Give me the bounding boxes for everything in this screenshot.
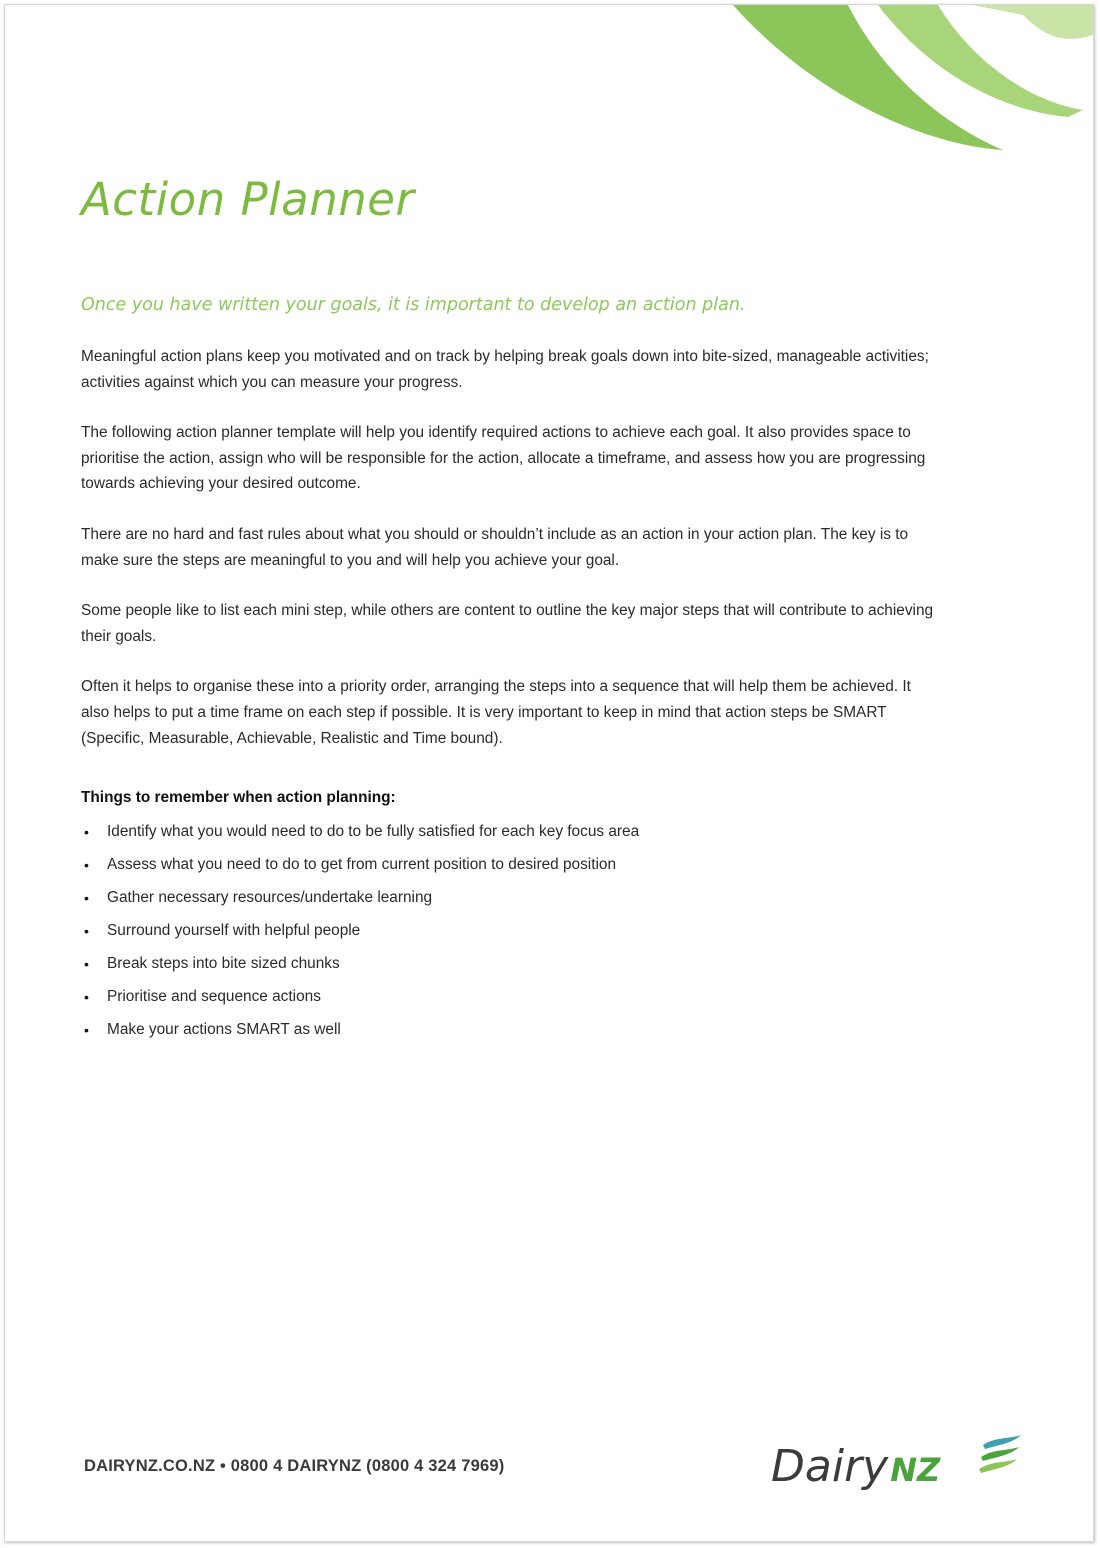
paragraph: Some people like to list each mini step, while others are content to outline the key major steps that will contribute to achieving their goals. <box>81 602 934 645</box>
list-item-text: Assess what you need to do to get from current position to desired position <box>107 856 617 873</box>
list-item <box>81 984 639 1017</box>
list-item-text: Identify what you would need to do to be fully satisfied for each key focus area <box>107 823 640 840</box>
list-item <box>81 1017 639 1050</box>
bullet-icon: • <box>84 1022 89 1038</box>
bullet-icon: • <box>84 956 89 972</box>
logo-swoosh-icon <box>977 1435 1023 1477</box>
list-item <box>81 885 639 918</box>
swoosh-light-band <box>973 5 1093 39</box>
dairynz-logo <box>771 1431 1031 1511</box>
paragraph: Meaningful action plans keep you motivated and on track by helping break goals down into bite-sized, manageable activities; activities against which you can measure your progress. <box>81 348 929 391</box>
paragraph: There are no hard and fast rules about what you should or shouldn’t include as an action in your action plan. The key is to make sure the steps are meaningful to you and will help you achieve your goal. <box>81 525 909 569</box>
list-item-text: Break steps into bite sized chunks <box>107 955 340 972</box>
list-item-text: Gather necessary resources/undertake learning <box>107 889 433 906</box>
tips-list <box>81 819 639 1050</box>
list-item <box>81 819 639 852</box>
list-item <box>81 918 639 951</box>
page-title: Action Planner <box>81 173 415 226</box>
document-page <box>4 4 1094 1542</box>
footer-contact: DAIRYNZ.CO.NZ • 0800 4 DAIRYNZ (0800 4 324 7969) <box>84 1457 505 1475</box>
bullet-icon: • <box>84 923 89 939</box>
bullet-icon: • <box>84 857 89 873</box>
tips-heading: Things to remember when action planning: <box>81 789 396 806</box>
logo-text-dairy: Dairy <box>771 1441 889 1492</box>
list-item-text: Prioritise and sequence actions <box>107 988 321 1005</box>
corner-swoosh-decoration <box>733 5 1093 165</box>
page-subtitle: Once you have written your goals, it is important to develop an action plan. <box>81 295 746 315</box>
list-item-text: Make your actions SMART as well <box>107 1021 341 1038</box>
list-item-text: Surround yourself with helpful people <box>107 922 361 939</box>
bullet-icon: • <box>84 989 89 1005</box>
logo-wordmark <box>771 1437 940 1500</box>
logo-text-nz: NZ <box>890 1451 941 1489</box>
body-text <box>81 344 943 776</box>
bullet-icon: • <box>84 824 89 840</box>
list-item <box>81 852 639 885</box>
bullet-icon: • <box>84 890 89 906</box>
paragraph: Often it helps to organise these into a priority order, arranging the steps into a sequence that will help them be achieved. It also helps to put a time frame on each step if possible. It is very important to keep in mind that action steps be SMART (Specific, Measurable, Achievable, Realistic and Time bound). <box>81 678 911 747</box>
paragraph: The following action planner template will help you identify required actions to achieve each goal. It also provides space to prioritise the action, assign who will be responsible for the action, allocate a timeframe, and assess how you are progressing towards achieving your desired outcome. <box>81 424 926 493</box>
list-item <box>81 951 639 984</box>
